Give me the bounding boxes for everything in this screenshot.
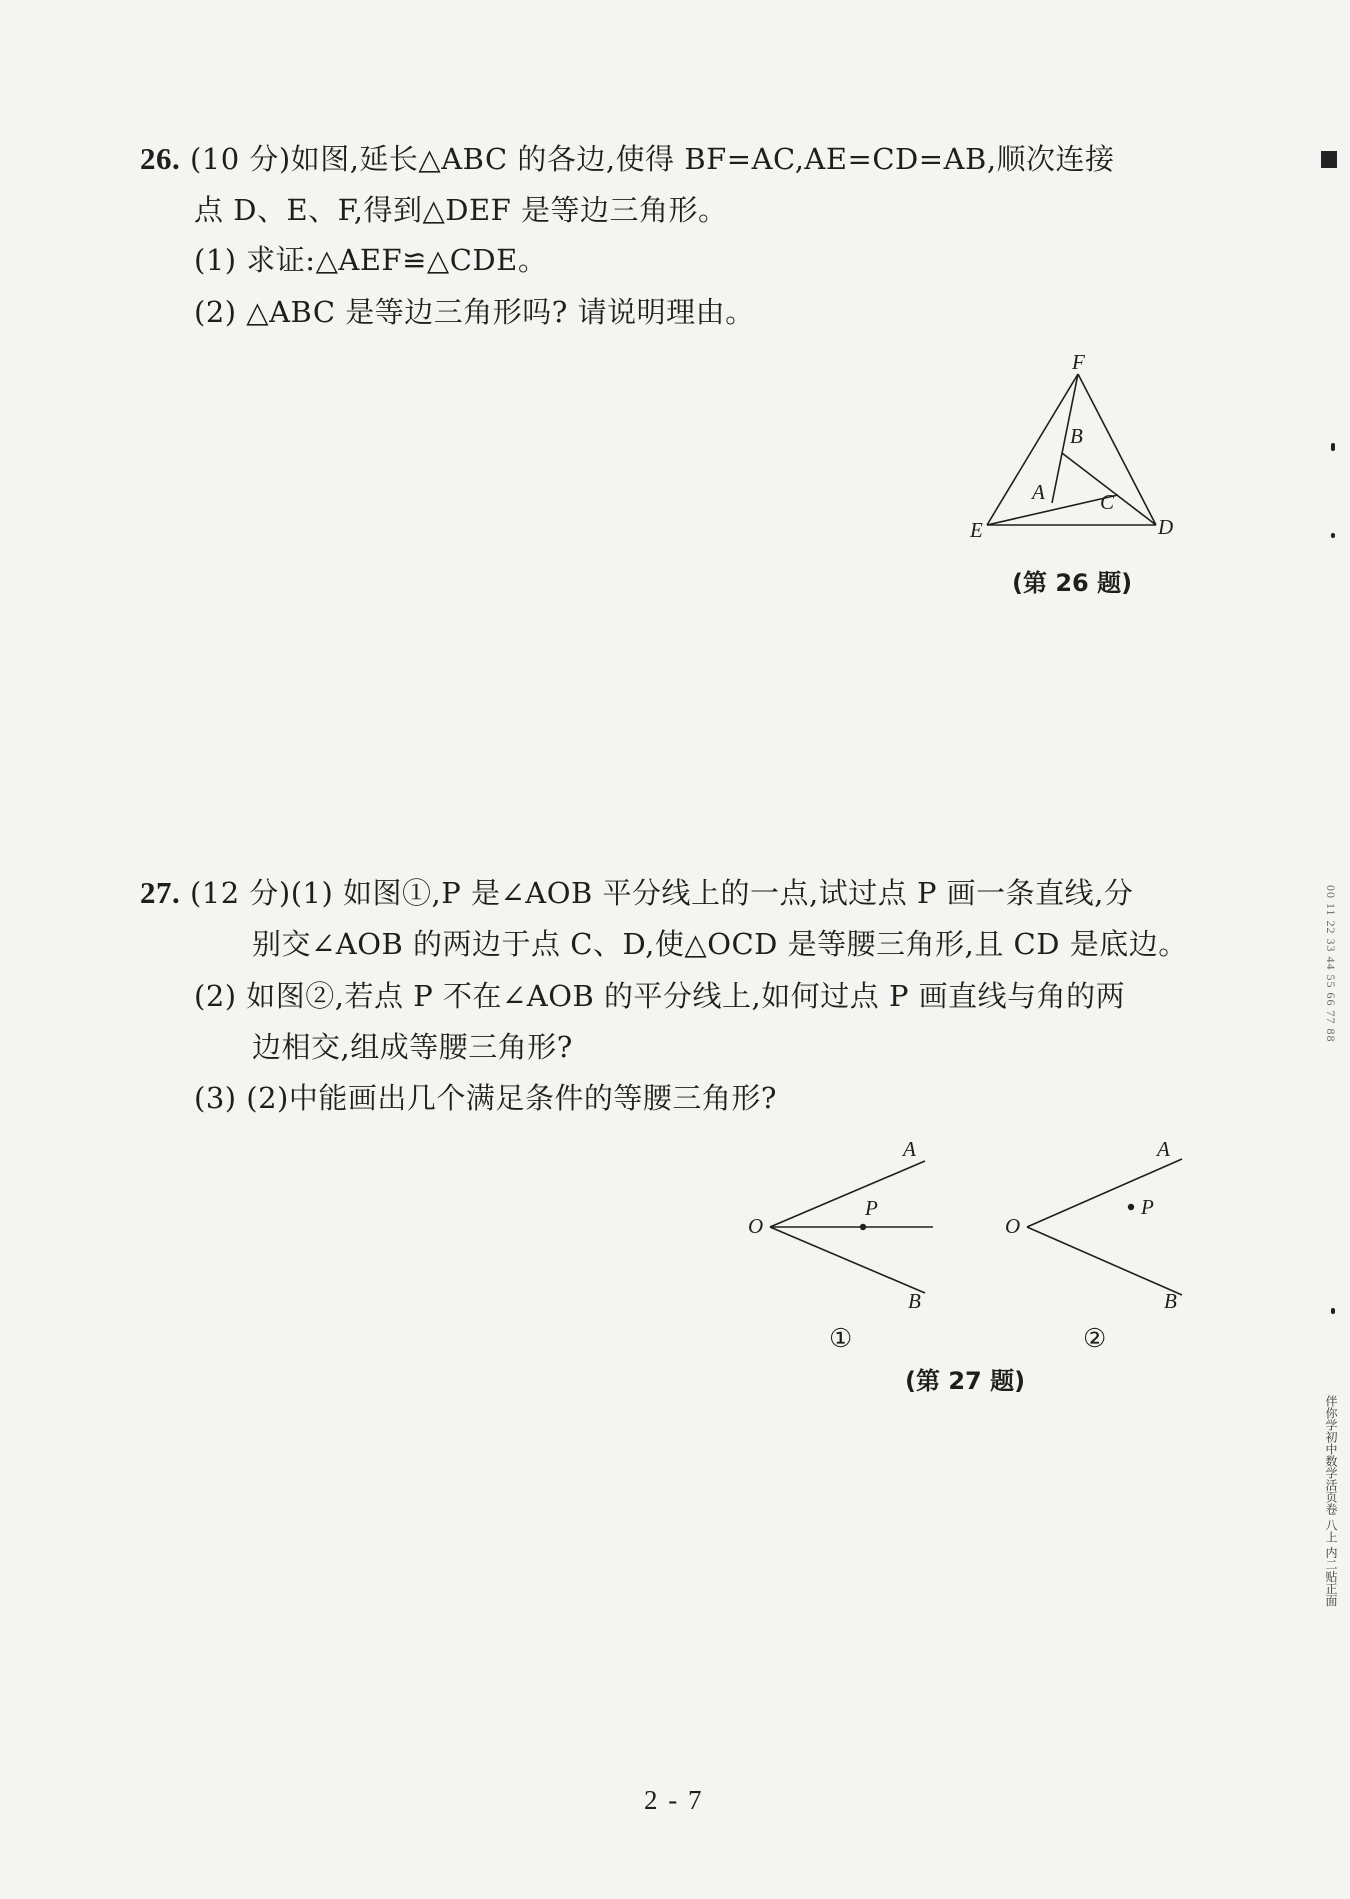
ray-OB [770, 1227, 925, 1293]
q27-caption: (第 27 题) [905, 1367, 1026, 1395]
q27-line2: 别交∠AOB 的两边于点 C、D,使△OCD 是等腰三角形,且 CD 是底边。 [252, 927, 1188, 961]
q26-stem-1: (10 分)如图,延长△ABC 的各边,使得 BF=AC,AE=CD=AB,顺次连接 [189, 142, 1115, 176]
label-A: A [1032, 480, 1045, 504]
edge-FD [1078, 374, 1156, 525]
q27-stem-1: (12 分)(1) 如图①,P 是∠AOB 平分线上的一点,试过点 P 画一条直线,分 [189, 876, 1134, 910]
label-E: E [970, 518, 983, 542]
q27-fig1-sub: ① [829, 1324, 853, 1354]
q27-figure-1 [745, 1137, 945, 1313]
point-P [1128, 1204, 1134, 1210]
label-B: B [1070, 424, 1083, 448]
q26-part2: (2) △ABC 是等边三角形吗? 请说明理由。 [194, 295, 755, 329]
fig2-label-A: A [1157, 1137, 1170, 1161]
ray-OA [1027, 1159, 1182, 1227]
fig1-label-A: A [903, 1137, 916, 1161]
label-D: D [1158, 515, 1174, 539]
q27-part2-line1: (2) 如图②,若点 P 不在∠AOB 的平分线上,如何过点 P 画直线与角的两 [194, 979, 1126, 1013]
fig2-label-B: B [1164, 1289, 1177, 1313]
side-title: 伴你学初中数学活页卷 八上 内二贴正面 [1324, 1395, 1338, 1607]
fig2-label-P: P [1141, 1195, 1154, 1219]
ray-OA [770, 1161, 925, 1227]
label-F: F [1072, 350, 1085, 374]
q27-figure-2 [1005, 1137, 1205, 1313]
fig1-label-O: O [748, 1214, 764, 1238]
q26-number: 26. [140, 141, 181, 176]
q26-line2: 点 D、E、F,得到△DEF 是等边三角形。 [194, 193, 728, 227]
q26-part1: (1) 求证:△AEF≌△CDE。 [194, 243, 548, 277]
q27-number: 27. [140, 875, 181, 910]
page-number: 2 - 7 [644, 1785, 704, 1815]
q27-fig2-sub: ② [1083, 1324, 1107, 1354]
q27-part3: (3) (2)中能画出几个满足条件的等腰三角形? [194, 1081, 777, 1115]
margin-dot-3 [1331, 1308, 1335, 1314]
fig1-label-B: B [908, 1289, 921, 1313]
side-code: 00 11 22 33 44 55 66 77 88 [1324, 885, 1338, 1043]
q27-part2-line2: 边相交,组成等腰三角形? [252, 1030, 573, 1064]
fig2-label-O: O [1005, 1214, 1021, 1238]
q26-line1 [140, 139, 1115, 179]
q27-line1 [140, 873, 1133, 913]
ray-OB [1027, 1227, 1182, 1295]
margin-dot-2 [1331, 533, 1335, 538]
line-BD [1062, 453, 1156, 525]
q26-figure [970, 350, 1190, 565]
label-C: C [1100, 490, 1115, 514]
q26-caption: (第 26 题) [1012, 569, 1133, 597]
point-P [860, 1224, 866, 1230]
margin-dot-1 [1331, 443, 1335, 451]
fig1-label-P: P [865, 1196, 878, 1220]
corner-square-mark [1321, 151, 1337, 168]
